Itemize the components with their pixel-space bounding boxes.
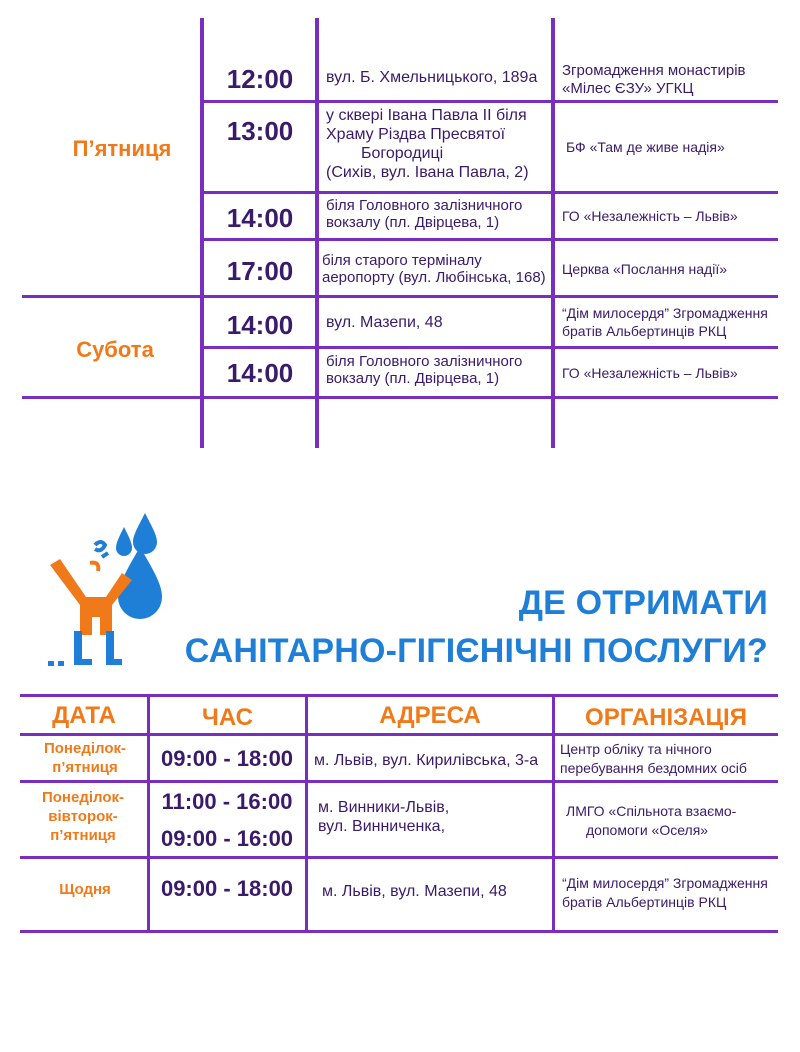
days-cell [20,739,150,777]
address-cell [318,798,449,836]
hours-cell: 09:00 - 18:00 [160,746,294,771]
address-line: біля Головного залізничного [326,353,523,370]
address-cell [326,106,529,182]
day-label-saturday: Субота [76,337,154,362]
hygiene-shower-icon [40,505,180,675]
time-cell: 14:00 [226,358,294,388]
day-label-friday: П’ятниця [72,136,172,161]
address-cell: м. Львів, вул. Кирилівська, 3-а [314,752,539,769]
org-line: Центр обліку та нічного [560,741,712,757]
days-line: п’ятниця [50,827,116,844]
address-line: вокзалу (пл. Двірцева, 1) [326,370,500,387]
grid-line [20,930,778,933]
address-line: Храму Різдва Пресвятої [326,126,506,143]
days-cell [18,788,148,845]
org-line: Згромадження монастирів [562,62,746,79]
grid-line [20,856,778,859]
grid-line [200,100,778,103]
time-cell: 14:00 [226,203,294,233]
grid-line [20,780,778,783]
org-cell: ГО «Незалежність – Львів» [562,365,738,381]
address-cell [322,252,546,286]
org-line: перебування бездомних осіб [560,760,747,776]
address-cell: м. Львів, вул. Мазепи, 48 [322,883,507,900]
address-cell [326,353,522,387]
address-line: (Сихів, вул. Івана Павла, 2) [326,164,529,181]
hours-cell: 09:00 - 18:00 [160,876,294,901]
grid-line [20,733,778,736]
time-cell: 17:00 [226,256,294,286]
column-header-time: ЧАС [202,704,253,731]
days-line: Понеділок- [41,789,125,806]
address-cell [326,197,522,231]
address-line: м. Винники-Львів, [318,799,450,816]
days-line: п’ятниця [52,759,118,776]
section-heading-line2: САНІТАРНО-ГІГІЄНІЧНІ ПОСЛУГИ? [184,632,768,670]
grid-line [200,346,778,349]
time-cell: 13:00 [226,116,294,146]
address-line: вул. Винниченка, [318,818,446,835]
hours-cell: 11:00 - 16:00 [161,789,293,814]
address-line: у сквері Івана Павла ІІ біля [326,107,527,124]
grid-line [20,694,778,697]
org-cell: БФ «Там де живе надія» [566,139,725,155]
grid-line [200,238,778,241]
column-header-org: ОРГАНІЗАЦІЯ [585,704,747,731]
column-header-address: АДРЕСА [379,702,481,729]
org-cell [562,62,746,98]
time-cell: 14:00 [226,310,294,340]
days-cell: Щодня [59,881,111,898]
org-cell: ГО «Незалежність – Львів» [562,208,738,224]
org-line: “Дім милосердя” Згромадження [562,875,768,891]
org-line: братів Альбертинців РКЦ [562,894,727,910]
days-line: Понеділок- [43,740,127,757]
address-cell: вул. Б. Хмельницького, 189а [326,69,538,86]
org-line: «Мілес ЄЗУ» УГКЦ [562,80,694,97]
address-line: аеропорту (вул. Любінська, 168) [322,269,546,286]
org-cell [566,802,736,840]
org-line: ЛМГО «Спільнота взаємо- [566,803,737,819]
address-cell: вул. Мазепи, 48 [326,314,443,331]
address-line: вокзалу (пл. Двірцева, 1) [326,214,500,231]
org-cell [562,304,768,340]
address-line: біля старого терміналу [322,252,482,269]
column-header-date: ДАТА [52,702,116,729]
section-heading-line1: ДЕ ОТРИМАТИ [518,584,768,622]
org-line: допомоги «Оселя» [586,822,709,838]
hours-cell: 09:00 - 16:00 [160,826,294,851]
grid-line [551,18,555,448]
org-cell: Церква «Послання надії» [562,261,728,277]
grid-line [22,396,778,399]
org-line: “Дім милосердя” Згромадження [562,305,768,321]
address-line: Богородиці [361,145,444,162]
org-cell [562,874,768,912]
org-cell [560,740,747,778]
org-line: братів Альбертинців РКЦ [562,323,727,339]
address-line: біля Головного залізничного [326,197,523,214]
grid-line [22,295,778,298]
grid-line [200,191,778,194]
time-cell: 12:00 [226,64,294,94]
days-line: вівторок- [48,808,118,825]
